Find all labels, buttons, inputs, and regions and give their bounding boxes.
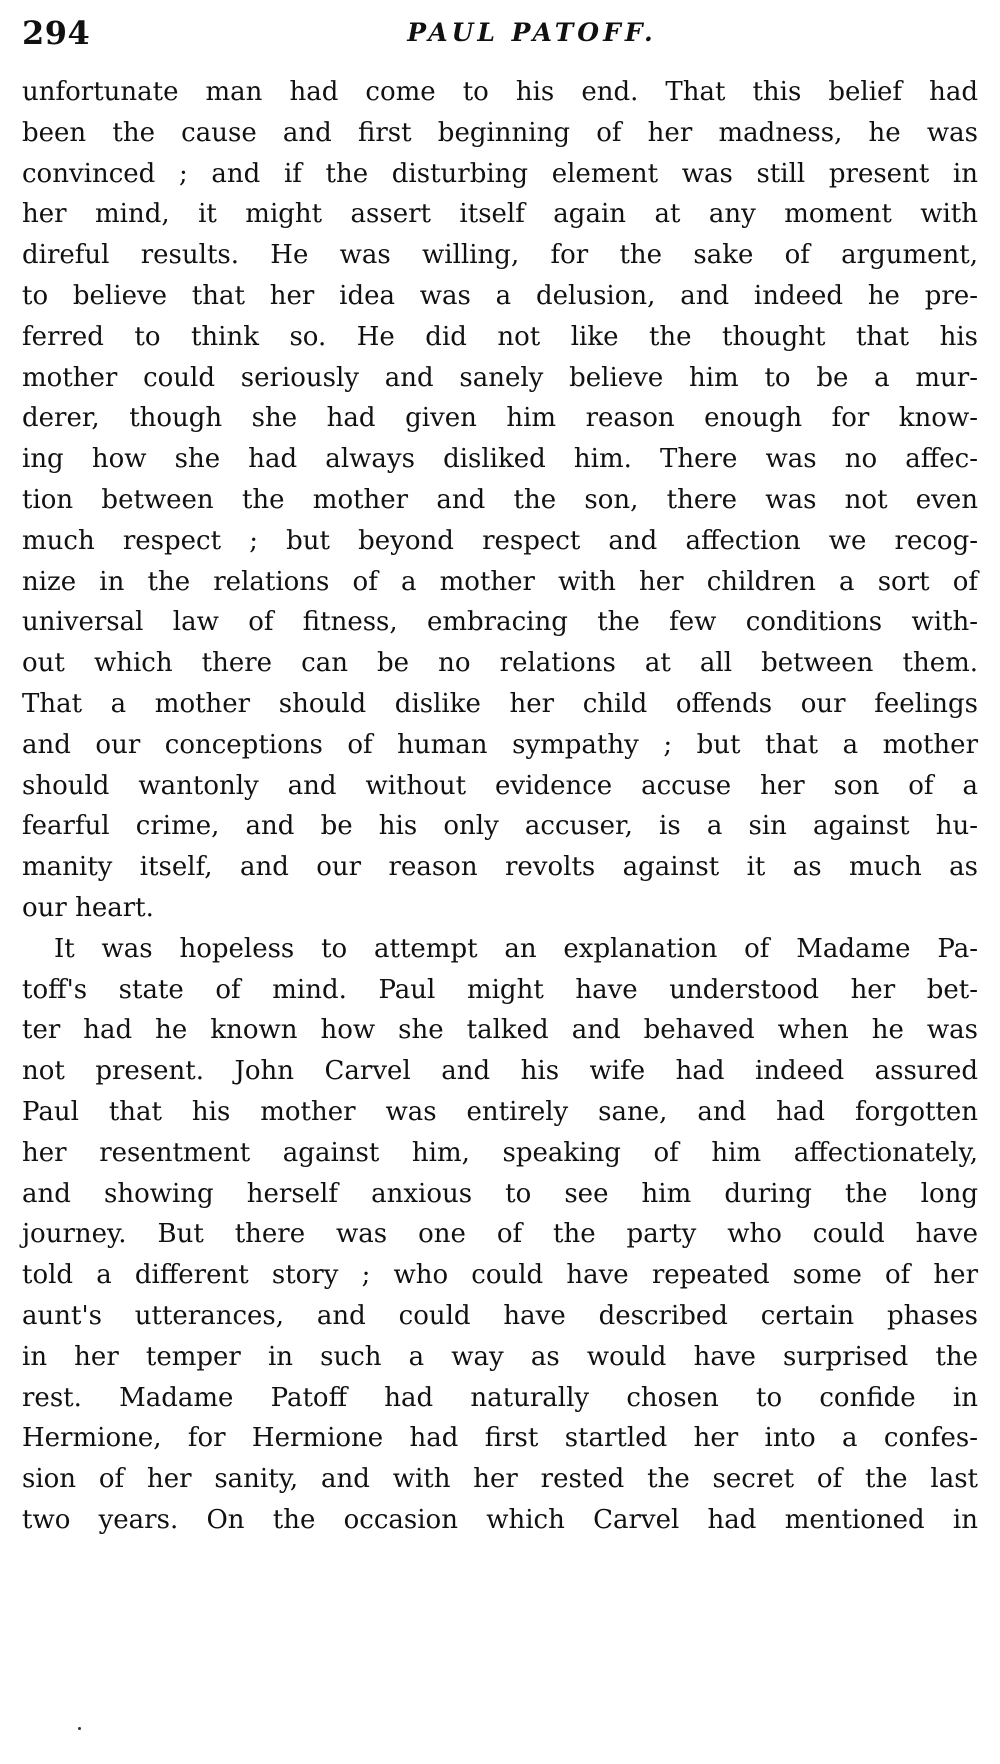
text-line: rest. Madame Patoff had naturally chosen to confide in — [22, 1382, 978, 1413]
text-line: her mind, it might assert itself again at any moment with — [22, 199, 978, 230]
text-line: manity itself, and our reason revolts against it as much as — [22, 852, 978, 883]
text-line: That a mother should dislike her child offends our feelings — [22, 688, 978, 719]
text-line: sion of her sanity, and with her rested the secret of the last — [22, 1464, 978, 1495]
text-line: It was hopeless to attempt an explanation of Madame Pa- — [54, 933, 978, 964]
text-line: direful results. He was willing, for the sake of argument, — [22, 240, 978, 271]
text-line: our heart. — [22, 892, 154, 923]
text-line: and our conceptions of human sympathy ; but that a mother — [22, 729, 978, 760]
text-line: Paul that his mother was entirely sane, and had forgotten — [22, 1096, 978, 1127]
text-line: convinced ; and if the disturbing element was still present in — [22, 158, 978, 189]
ink-speck — [78, 1727, 81, 1730]
text-line: Hermione, for Hermione had first startled her into a confes- — [22, 1423, 978, 1454]
text-line: out which there can be no relations at all between them. — [22, 648, 978, 679]
paragraph-1 — [22, 72, 978, 929]
text-line: nize in the relations of a mother with her children a sort of — [22, 566, 978, 597]
page-header — [22, 14, 982, 54]
text-line: fearful crime, and be his only accuser, is a sin against hu- — [22, 811, 978, 842]
text-line: two years. On the occasion which Carvel had mentioned in — [22, 1504, 978, 1535]
text-line: her resentment against him, speaking of him affectionately, — [22, 1137, 978, 1168]
body-text — [22, 72, 978, 1541]
text-line: been the cause and first beginning of her madness, he was — [22, 117, 978, 148]
text-line: ferred to think so. He did not like the thought that his — [22, 321, 978, 352]
text-line: aunt's utterances, and could have described certain phases — [22, 1300, 978, 1331]
text-line: unfortunate man had come to his end. That this belief had — [22, 77, 978, 107]
text-line: tion between the mother and the son, there was not even — [22, 484, 978, 515]
text-line: not present. John Carvel and his wife had indeed assured — [22, 1056, 978, 1087]
running-title: PAUL PATOFF. — [407, 18, 657, 47]
text-line: ter had he known how she talked and behaved when he was — [22, 1015, 978, 1046]
text-line: told a different story ; who could have repeated some of her — [22, 1260, 978, 1291]
text-line: ing how she had always disliked him. There was no affec- — [22, 444, 978, 475]
paragraph-2 — [22, 929, 978, 1541]
text-line: to believe that her idea was a delusion, and indeed he pre- — [22, 280, 978, 311]
text-line: derer, though she had given him reason enough for know- — [22, 403, 978, 434]
text-line: toff's state of mind. Paul might have understood her bet- — [22, 974, 978, 1005]
text-line: universal law of fitness, embracing the few conditions with- — [22, 607, 978, 638]
text-line: mother could seriously and sanely believe him to be a mur- — [22, 362, 978, 393]
text-line: in her temper in such a way as would have surprised the — [22, 1341, 978, 1372]
text-line: should wantonly and without evidence accuse her son of a — [22, 770, 978, 801]
text-line: journey. But there was one of the party who could have — [22, 1219, 978, 1250]
text-line: much respect ; but beyond respect and affection we recog- — [22, 525, 978, 556]
page-number: 294 — [22, 14, 91, 52]
text-line: and showing herself anxious to see him during the long — [22, 1178, 978, 1209]
